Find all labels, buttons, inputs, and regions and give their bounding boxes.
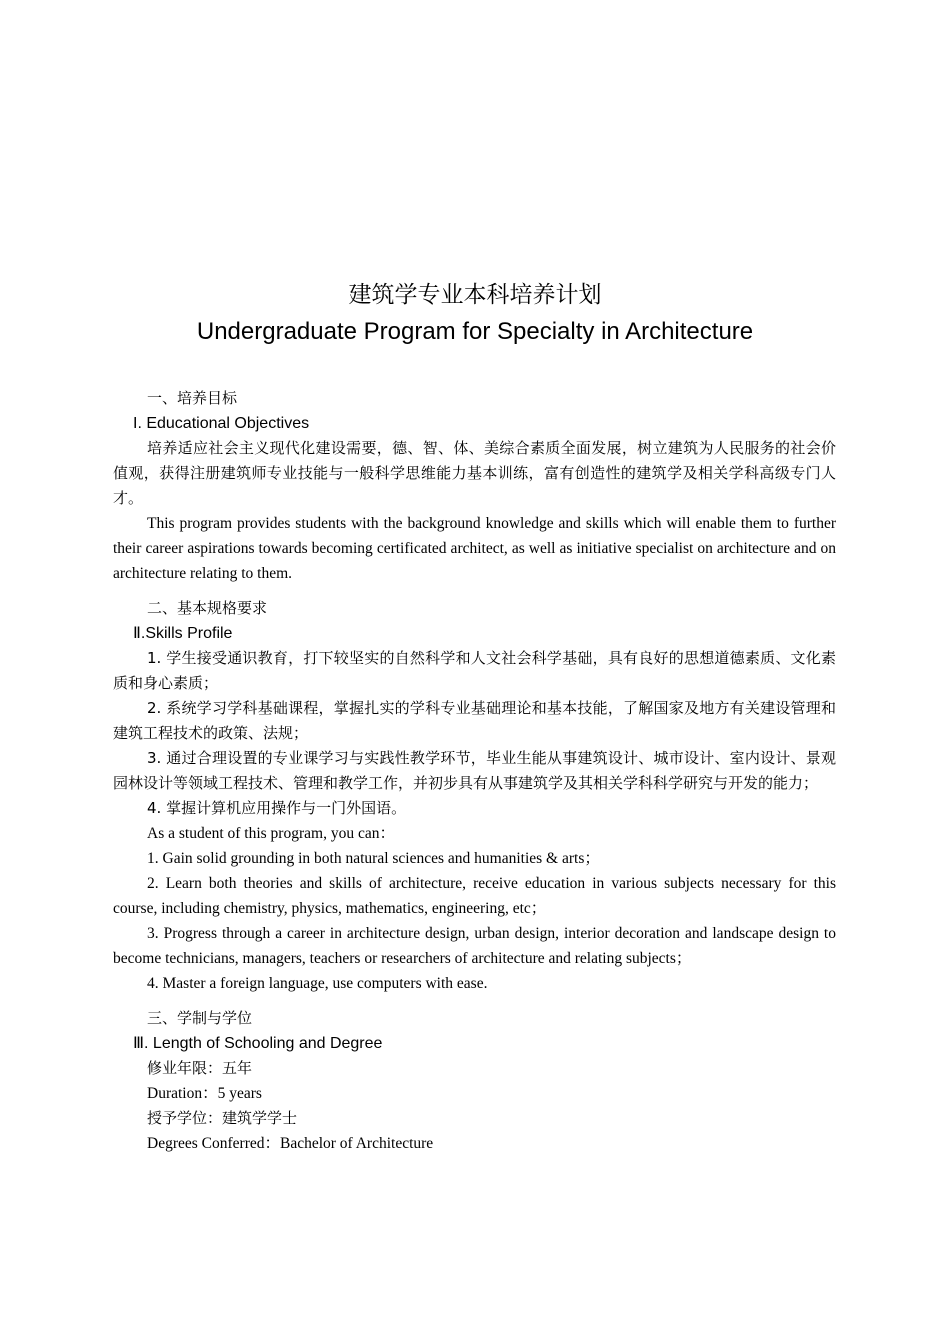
section1-heading-zh: 一、培养目标 — [147, 389, 238, 407]
section2-item-zh-1: 1. 学生接受通识教育，打下较坚实的自然科学和人文社会科学基础，具有良好的思想道德素质、文化素质和身心素质； — [113, 649, 836, 692]
section3-heading-zh: 三、学制与学位 — [147, 1009, 253, 1027]
duration-en: Duration：5 years — [147, 1085, 262, 1102]
section1-heading-en: I. Educational Objectives — [133, 415, 310, 432]
section2-item-en-1: 1. Gain solid grounding in both natural sciences and humanities & arts； — [147, 850, 600, 867]
section2-intro-en: As a student of this program, you can： — [147, 825, 395, 842]
section1-paragraph-en: This program provides students with the background knowledge and skills which will enable them to further their career aspirations towards becoming certificated architect, as well as initiative specialist on architecture and on architecture relating to them. — [113, 515, 836, 582]
title-chinese: 建筑学专业本科培养计划 — [348, 282, 602, 308]
section2-item-en-2: 2. Learn both theories and skills of architecture, receive education in various subjects necessary for this course, including chemistry, physics, mathematics, engineering, etc； — [113, 875, 836, 917]
document-body — [113, 386, 836, 1156]
duration-zh: 修业年限：五年 — [147, 1059, 253, 1077]
title-english: Undergraduate Program for Specialty in Architecture — [196, 318, 754, 345]
degree-en: Degrees Conferred：Bachelor of Architecture — [147, 1135, 434, 1152]
section2-item-zh-3: 3. 通过合理设置的专业课学习与实践性教学环节，毕业生能从事建筑设计、城市设计、室内设计、景观园林设计等领域工程技术、管理和教学工作，并初步具有从事建筑学及其相关学科科学研究与开发的能力； — [113, 749, 836, 792]
spacer — [113, 996, 836, 1006]
spacer — [113, 586, 836, 596]
section2-item-en-3: 3. Progress through a career in architecture design, urban design, interior decoration and landscape design to become technicians, managers, teachers or researchers of architecture and relating subjects； — [113, 925, 836, 967]
section2-item-zh-2: 2. 系统学习学科基础课程，掌握扎实的学科专业基础理论和基本技能，了解国家及地方有关建设管理和建筑工程技术的政策、法规； — [113, 699, 836, 742]
degree-zh: 授予学位：建筑学学士 — [147, 1109, 298, 1127]
section3-heading-en: Ⅲ. Length of Schooling and Degree — [133, 1035, 383, 1052]
section2-item-en-4: 4. Master a foreign language, use computers with ease. — [147, 975, 488, 992]
section2-heading-zh: 二、基本规格要求 — [147, 599, 268, 617]
section1-paragraph-zh: 培养适应社会主义现代化建设需要，德、智、体、美综合素质全面发展，树立建筑为人民服务的社会价值观，获得注册建筑师专业技能与一般科学思维能力基本训练，富有创造性的建筑学及相关学科高级专门人才。 — [113, 439, 836, 507]
section2-item-zh-4: 4. 掌握计算机应用操作与一门外国语。 — [147, 799, 407, 817]
section2-heading-en: Ⅱ.Skills Profile — [133, 625, 233, 642]
